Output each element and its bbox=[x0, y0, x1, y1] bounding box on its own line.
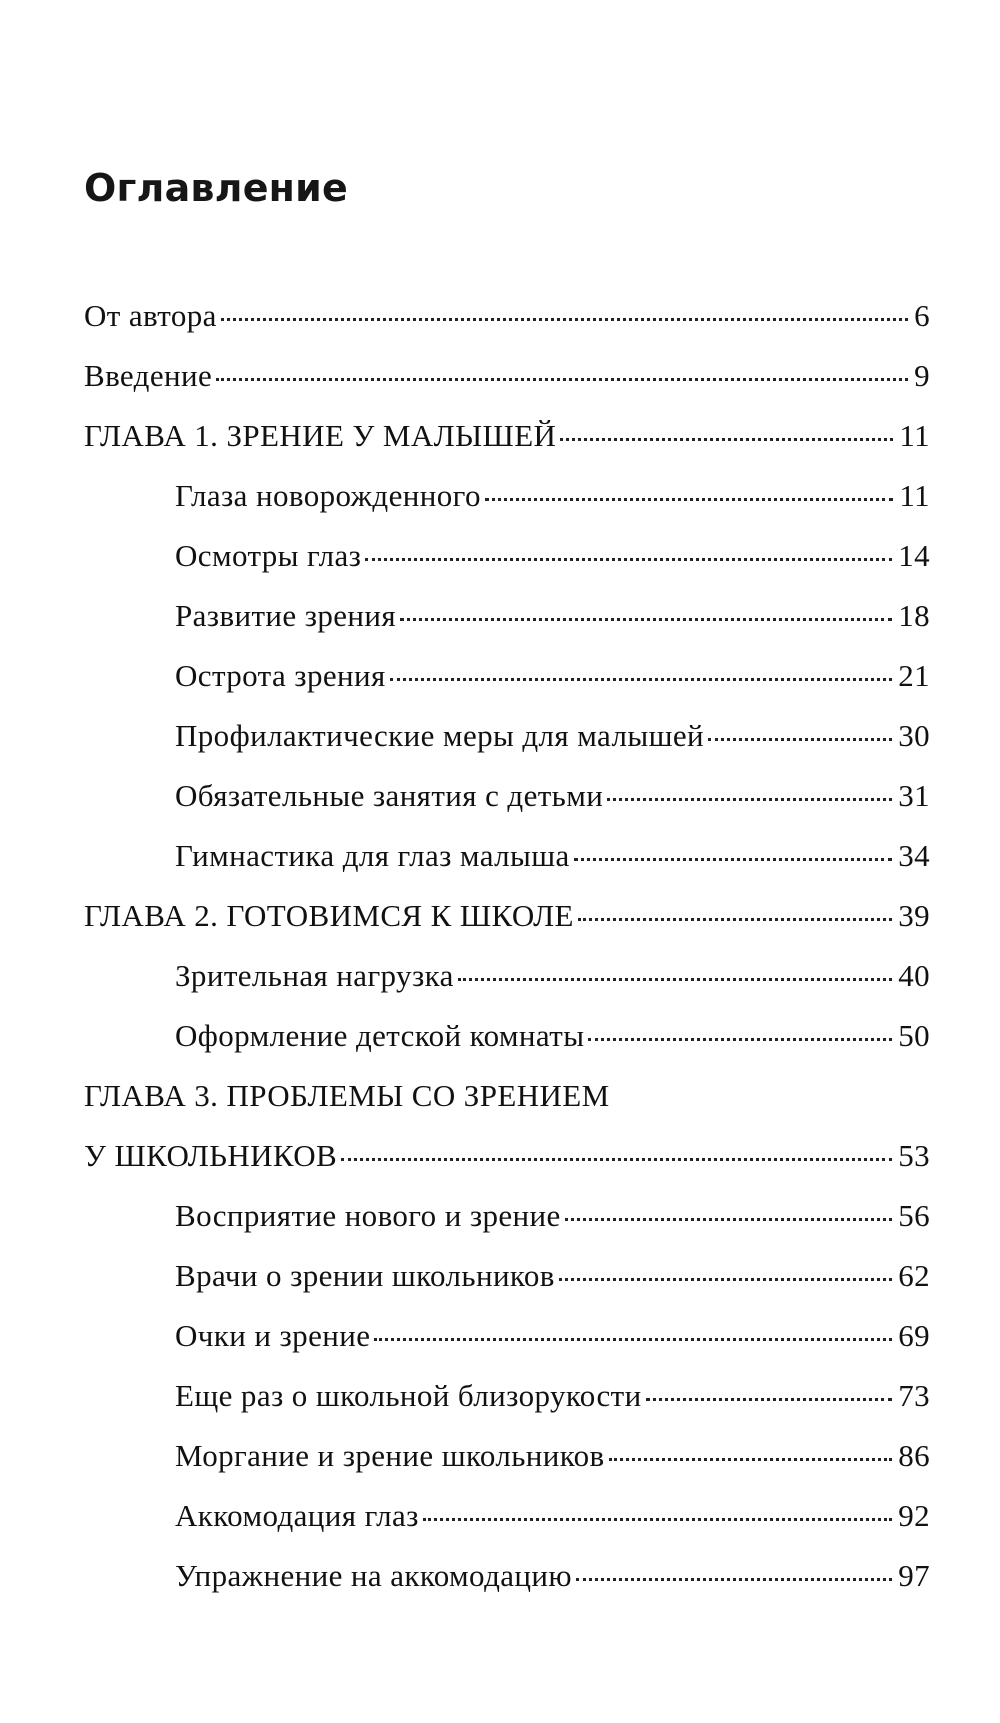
toc-entry-page-number: 62 bbox=[898, 1258, 930, 1293]
dot-leader bbox=[485, 488, 893, 501]
dot-leader bbox=[365, 548, 892, 561]
toc-entry[interactable] bbox=[84, 598, 930, 658]
toc-entry[interactable] bbox=[84, 838, 930, 898]
toc-entry-label: Восприятие нового и зрение bbox=[175, 1198, 561, 1233]
dot-leader bbox=[609, 1448, 893, 1461]
dot-leader bbox=[458, 968, 892, 981]
toc-entry-page-number: 86 bbox=[898, 1438, 930, 1473]
dot-leader bbox=[560, 428, 893, 441]
dot-leader bbox=[216, 368, 908, 381]
toc-entry-label: Аккомодация глаз bbox=[175, 1498, 419, 1533]
toc-entry[interactable] bbox=[84, 478, 930, 538]
dot-leader bbox=[565, 1208, 893, 1221]
toc-entry-page-number: 40 bbox=[898, 958, 930, 993]
toc-entry-label: Развитие зрения bbox=[175, 598, 397, 633]
toc-entry-label: Зрительная нагрузка bbox=[175, 958, 454, 993]
toc-entry-label: Упражнение на аккомодацию bbox=[175, 1558, 572, 1593]
toc-entry-label: Еще раз о школьной близорукости bbox=[175, 1378, 642, 1413]
dot-leader bbox=[588, 1028, 892, 1041]
toc-entry-page-number: 69 bbox=[898, 1318, 930, 1353]
dot-leader bbox=[578, 908, 892, 921]
dot-leader bbox=[576, 1568, 892, 1581]
toc-entry-page-number: 9 bbox=[914, 358, 930, 393]
toc-entry-page-number: 11 bbox=[899, 418, 930, 453]
toc-entry[interactable] bbox=[84, 1438, 930, 1498]
toc-entry-label: Профилактические меры для малышей bbox=[175, 718, 704, 753]
dot-leader bbox=[374, 1328, 892, 1341]
toc-entry[interactable] bbox=[84, 1258, 930, 1318]
toc-entry[interactable] bbox=[84, 358, 930, 418]
toc-entry-page-number: 73 bbox=[898, 1378, 930, 1413]
dot-leader bbox=[341, 1148, 892, 1161]
toc-entry-page-number: 30 bbox=[898, 718, 930, 753]
dot-leader bbox=[221, 308, 908, 321]
toc-entry-label: Введение bbox=[84, 358, 213, 393]
toc-entry-label: Врачи о зрении школьников bbox=[175, 1258, 555, 1293]
toc-entry-label: Острота зрения bbox=[175, 658, 386, 693]
toc-entry[interactable] bbox=[84, 1378, 930, 1438]
toc-entry-page-number: 18 bbox=[898, 598, 930, 633]
toc-entry-label: Гимнастика для глаз малыша bbox=[175, 838, 570, 873]
toc-entry[interactable] bbox=[84, 298, 930, 358]
toc-entry-page-number: 92 bbox=[898, 1498, 930, 1533]
toc-entry-label: Очки и зрение bbox=[175, 1318, 371, 1353]
dot-leader bbox=[574, 848, 893, 861]
toc-entry-page-number: 53 bbox=[898, 1138, 930, 1173]
toc-entry-label: ГЛАВА 2. ГОТОВИМСЯ К ШКОЛЕ bbox=[84, 898, 574, 933]
toc-entry-page-number: 14 bbox=[898, 538, 930, 573]
page-title: Оглавление bbox=[84, 166, 348, 210]
toc-entry-label: У ШКОЛЬНИКОВ bbox=[84, 1138, 338, 1173]
dot-leader bbox=[708, 728, 892, 741]
toc-entry-label: От автора bbox=[84, 298, 217, 333]
toc-entry[interactable] bbox=[84, 1138, 930, 1198]
toc-entry[interactable] bbox=[84, 1498, 930, 1558]
toc-entry-page-number: 31 bbox=[898, 778, 930, 813]
toc-entry-page-number: 11 bbox=[899, 478, 930, 513]
toc-entry-page-number: 21 bbox=[898, 658, 930, 693]
toc-entry-label: ГЛАВА 3. ПРОБЛЕМЫ СО ЗРЕНИЕМ bbox=[84, 1078, 610, 1113]
dot-leader bbox=[607, 788, 892, 801]
toc-entry[interactable] bbox=[84, 898, 930, 958]
toc-entry-page-number: 50 bbox=[898, 1018, 930, 1053]
toc-entry[interactable] bbox=[84, 538, 930, 598]
toc-entry[interactable] bbox=[84, 1198, 930, 1258]
toc-entry[interactable] bbox=[84, 418, 930, 478]
toc-entry-label: Глаза новорожденного bbox=[175, 478, 481, 513]
toc-page bbox=[84, 0, 930, 1723]
toc-entry-label: Осмотры глаз bbox=[175, 538, 362, 573]
table-of-contents bbox=[84, 298, 930, 1618]
toc-entry[interactable] bbox=[84, 778, 930, 838]
toc-entry[interactable] bbox=[84, 658, 930, 718]
toc-entry-page-number: 34 bbox=[898, 838, 930, 873]
toc-entry-label: Оформление детской комнаты bbox=[175, 1018, 585, 1053]
toc-entry[interactable] bbox=[84, 1018, 930, 1078]
toc-entry-page-number: 97 bbox=[898, 1558, 930, 1593]
dot-leader bbox=[400, 608, 892, 621]
toc-entry-page-number: 6 bbox=[914, 298, 930, 333]
toc-entry-label: Моргание и зрение школьников bbox=[175, 1438, 605, 1473]
toc-entry[interactable] bbox=[84, 958, 930, 1018]
toc-entry[interactable] bbox=[84, 1078, 930, 1138]
dot-leader bbox=[559, 1268, 892, 1281]
toc-entry[interactable] bbox=[84, 1558, 930, 1618]
toc-entry-label: Обязательные занятия с детьми bbox=[175, 778, 604, 813]
dot-leader bbox=[423, 1508, 892, 1521]
toc-entry-page-number: 56 bbox=[898, 1198, 930, 1233]
toc-entry[interactable] bbox=[84, 1318, 930, 1378]
toc-entry[interactable] bbox=[84, 718, 930, 778]
toc-entry-label: ГЛАВА 1. ЗРЕНИЕ У МАЛЫШЕЙ bbox=[84, 418, 557, 453]
dot-leader bbox=[390, 668, 893, 681]
dot-leader bbox=[646, 1388, 893, 1401]
toc-entry-page-number: 39 bbox=[898, 898, 930, 933]
